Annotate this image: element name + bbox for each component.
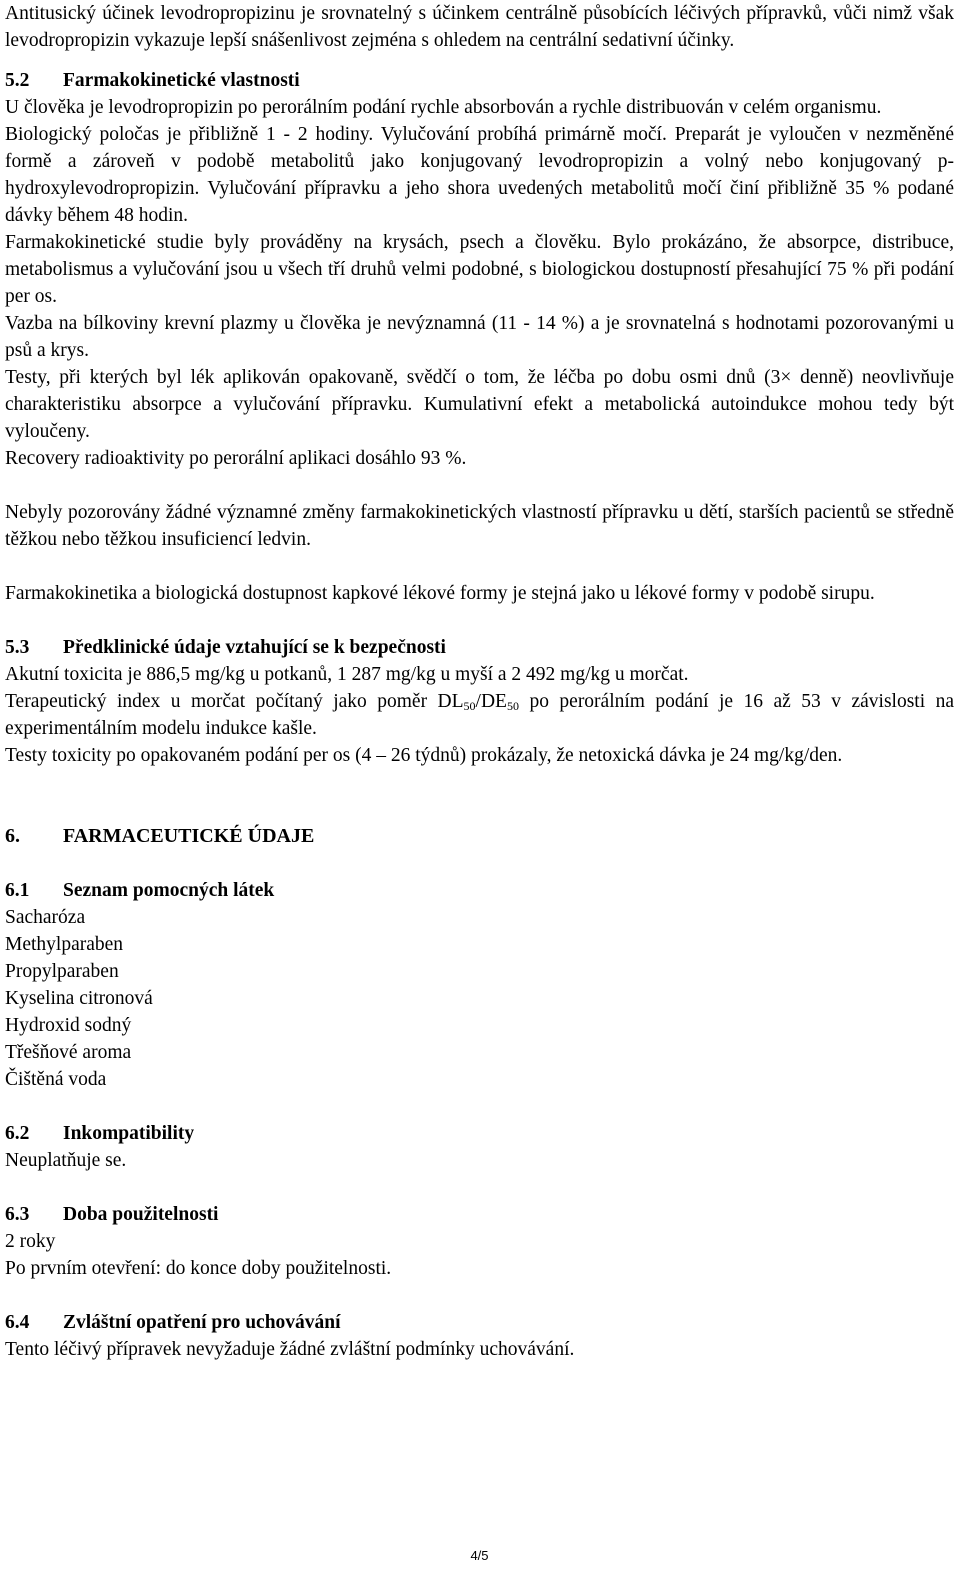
section-number: 5.2: [5, 70, 30, 91]
section-title: Inkompatibility: [63, 1123, 195, 1144]
page-number: 4/5: [470, 1548, 489, 1563]
list-item: Methylparaben: [5, 934, 124, 955]
spacer: [5, 850, 954, 877]
text-fragment: /DE: [475, 691, 507, 712]
section-title: Farmakokinetické vlastnosti: [63, 70, 300, 91]
paragraph: U člověka je levodropropizin po perorálním podání rychle absorbován a rychle distribuován v celém organismu.: [5, 97, 882, 118]
section-6-4-heading: [5, 1309, 954, 1336]
section-6-1-heading: [5, 877, 954, 904]
section-6-3-heading: [5, 1201, 954, 1228]
paragraph: Akutní toxicita je 886,5 mg/kg u potkanů, 1 287 mg/kg u myší a 2 492 mg/kg u morčat.: [5, 664, 689, 685]
paragraph: Vazba na bílkoviny krevní plazmy u člověka je nevýznamná (11 - 14 %) a je srovnatelná s hodnotami pozorovanými u psů a krys.: [5, 313, 954, 361]
spacer: [5, 54, 954, 67]
paragraph: Testy, při kterých byl lék aplikován opakovaně, svědčí o tom, že léčba po dobu osmi dnů (3× denně) neovlivňuje charakteristiku absorpce a vylučování přípravku. Kumulativní efekt a metabolická autoindukce mohou tedy být vyloučeny.: [5, 367, 954, 442]
paragraph: Nebyly pozorovány žádné významné změny farmakokinetických vlastností přípravku u dětí, starších pacientů se středně těžkou nebo těžkou insuficiencí ledvin.: [5, 502, 954, 550]
text-fragment: po perorálním podání je 16 až 53 v závislosti na experimentálním modelu indukce kašle.: [5, 691, 954, 739]
paragraph: Recovery radioaktivity po perorální aplikaci dosáhlo 93 %.: [5, 448, 467, 469]
section-number: 6.: [5, 825, 20, 847]
text-fragment: Terapeutický index u morčat počítaný jako poměr DL: [5, 691, 464, 712]
spacer: [5, 1093, 954, 1120]
section-number: 6.1: [5, 880, 30, 901]
section-number: 6.3: [5, 1204, 30, 1225]
paragraph: Biologický poločas je přibližně 1 - 2 hodiny. Vylučování probíhá primárně močí. Preparát je vyloučen v nezměněné formě a zároveň v podobě metabolitů jako konjugovaný levodropropizin a volný nebo konjugovaný p-hydroxylevodropropizin. Vylučování přípravku a jeho shora uvedených metabolitů močí činí přibližně 35 % podané dávky během 48 hodin.: [5, 124, 954, 226]
section-title: Zvláštní opatření pro uchovávání: [63, 1312, 341, 1333]
intro-paragraph: Antitusický účinek levodropropizinu je srovnatelný s účinkem centrálně působících léčivých přípravků, vůči nimž však levodropropizin vykazuje lepší snášenlivost zejména s ohledem na centrální sedativní účinky.: [5, 3, 954, 51]
section-number: 6.2: [5, 1123, 30, 1144]
section-title: Předklinické údaje vztahující se k bezpečnosti: [63, 637, 446, 658]
section-5-3-heading: [5, 634, 954, 661]
spacer: [5, 1174, 954, 1201]
list-item: Kyselina citronová: [5, 988, 153, 1009]
paragraph: Po prvním otevření: do konce doby použitelnosti.: [5, 1258, 392, 1279]
paragraph: Neuplatňuje se.: [5, 1150, 127, 1171]
excipient-list: [5, 904, 954, 1093]
list-item: Čištěná voda: [5, 1069, 107, 1090]
subscript: 50: [506, 699, 519, 713]
list-item: Propylparaben: [5, 961, 119, 982]
spacer: [5, 769, 954, 823]
paragraph: Farmakokinetické studie byly prováděny na krysách, psech a člověku. Bylo prokázáno, že absorpce, distribuce, metabolismus a vylučování jsou u všech tří druhů velmi podobné, s biologickou dostupností přesahující 75 % při podání per os.: [5, 232, 954, 307]
therapeutic-index-paragraph: [5, 688, 954, 742]
spacer: [5, 472, 954, 499]
section-title: Doba použitelnosti: [63, 1204, 219, 1225]
subscript: 50: [463, 699, 476, 713]
section-6-2-heading: [5, 1120, 954, 1147]
section-title: FARMACEUTICKÉ ÚDAJE: [63, 825, 315, 847]
section-number: 6.4: [5, 1312, 30, 1333]
list-item: Sacharóza: [5, 907, 86, 928]
paragraph: 2 roky: [5, 1231, 56, 1252]
spacer: [5, 607, 954, 634]
paragraph: Tento léčivý přípravek nevyžaduje žádné zvláštní podmínky uchovávání.: [5, 1339, 575, 1360]
list-item: Hydroxid sodný: [5, 1015, 132, 1036]
section-6-heading: [5, 823, 954, 850]
paragraph: Testy toxicity po opakovaném podání per os (4 – 26 týdnů) prokázaly, že netoxická dávka je 24 mg/kg/den.: [5, 745, 843, 766]
section-title: Seznam pomocných látek: [63, 880, 275, 901]
list-item: Třešňové aroma: [5, 1042, 132, 1063]
spacer: [5, 1282, 954, 1309]
section-number: 5.3: [5, 637, 30, 658]
spacer: [5, 553, 954, 580]
paragraph: Farmakokinetika a biologická dostupnost kapkové lékové formy je stejná jako u lékové formy v podobě sirupu.: [5, 583, 875, 604]
section-5-2-heading: [5, 67, 954, 94]
document-page: [5, 0, 954, 1563]
